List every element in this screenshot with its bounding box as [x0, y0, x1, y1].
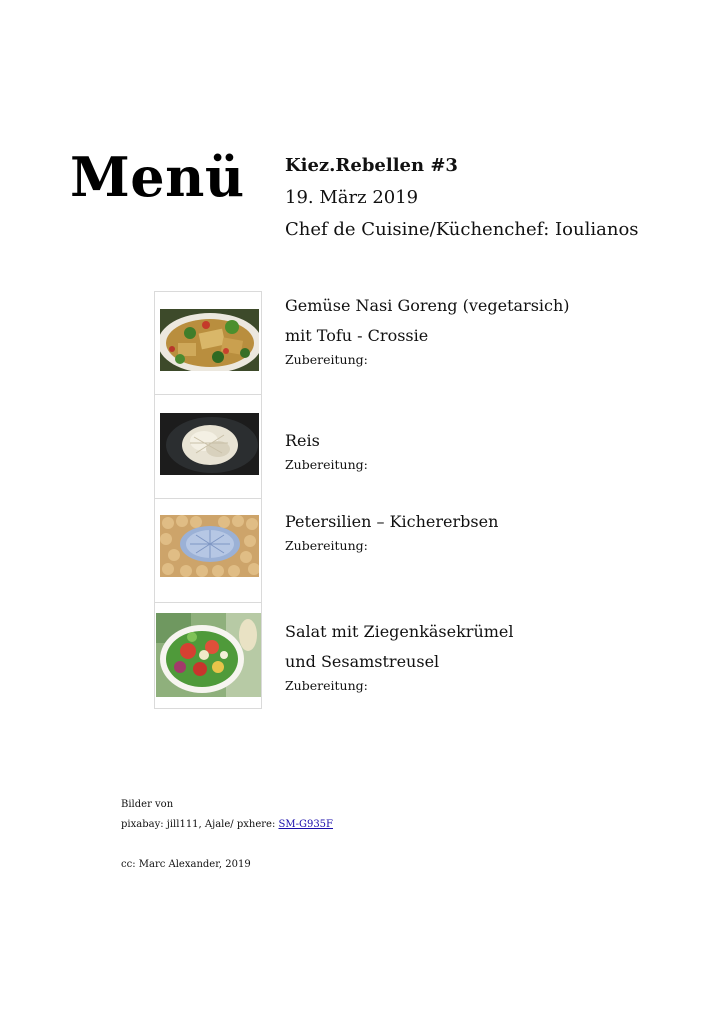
credits-sources-text: pixabay: jill111, Ajale/ pxhere:: [121, 819, 279, 830]
salad-image: [156, 613, 261, 697]
preparation-label: Zubereitung:: [285, 538, 368, 553]
menu-table: [154, 291, 674, 709]
menu-row: [154, 291, 674, 395]
dish-name: Reis: [285, 431, 320, 450]
dish-name-continued: und Sesamstreusel: [285, 652, 440, 671]
sm-g935f-link[interactable]: SM-G935F: [278, 819, 333, 830]
dish-name: Petersilien – Kichererbsen: [285, 512, 499, 531]
dish-name: Salat mit Ziegenkäsekrümel: [285, 622, 514, 641]
chef-credit: Chef de Cuisine/Küchenchef: Ioulianos: [285, 219, 639, 240]
preparation-label: Zubereitung:: [285, 678, 368, 693]
menu-row: [154, 395, 674, 499]
menu-header: [285, 150, 705, 246]
event-date: 19. März 2019: [285, 187, 419, 208]
chickpeas-image: [160, 515, 259, 577]
copyright-note: cc: Marc Alexander, 2019: [121, 859, 251, 870]
dish-image-cell: [154, 603, 262, 709]
dish-name: Gemüse Nasi Goreng (vegetarsich): [285, 296, 570, 315]
menu-title: Menü: [70, 145, 245, 209]
event-name: Kiez.Rebellen #3: [285, 155, 458, 176]
menu-row: [154, 499, 674, 603]
image-credits: [121, 795, 333, 875]
preparation-label: Zubereitung:: [285, 457, 368, 472]
rice-image: [160, 413, 259, 475]
nasi-goreng-image: [160, 309, 259, 371]
dish-name-continued: mit Tofu - Crossie: [285, 326, 429, 345]
preparation-label: Zubereitung:: [285, 352, 368, 367]
credits-heading: Bilder von: [121, 799, 174, 810]
dish-image-cell: [154, 499, 262, 603]
dish-image-cell: [154, 291, 262, 395]
credits-sources: [121, 815, 333, 835]
dish-image-cell: [154, 395, 262, 499]
menu-row: [154, 603, 674, 709]
